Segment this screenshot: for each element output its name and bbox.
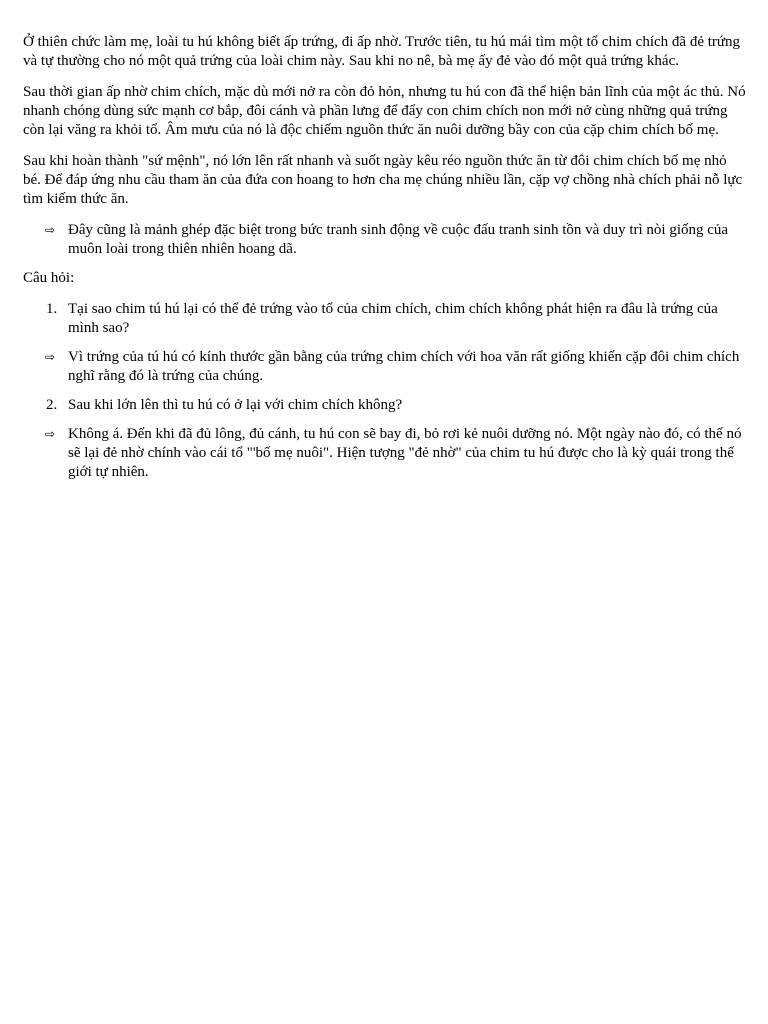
paragraph-2: Sau thời gian ấp nhờ chim chích, mặc dù mới nở ra còn đỏ hỏn, nhưng tu hú con đã thể hiện bản lĩnh của một ác thủ. Nó nhanh chóng dùng sức mạnh cơ bắp, đôi cánh và phần lưng để đẩy con chim chích non mới nở cùng những quả trứng còn lại văng ra khỏi tổ. Âm mưu của nó là độc chiếm nguồn thức ăn nuôi dưỡng bầy con của cặp chim chích bố mẹ. [23,84,746,138]
answer-1 [23,348,747,386]
paragraph-1: Ở thiên chức làm mẹ, loài tu hú không biết ấp trứng, đi ấp nhờ. Trước tiên, tu hú mái tìm một tổ chim chích đã đẻ trứng và tự thường cho nó một quả trứng của loài chim này. Sau khi no nê, bà mẹ ấy đẻ vào đó một quả trứng khác. [23,34,741,69]
question-number: 1. [46,301,58,317]
note-bullet [23,221,747,259]
arrow-right-outline-icon: ⇨ [45,223,56,237]
answer-2 [23,425,747,482]
question-text: Sau khi lớn lên thì tu hú có ở lại với chim chích không? [68,397,403,413]
arrow-right-outline-icon: ⇨ [45,427,56,441]
answer-text: Không á. Đến khi đã đủ lông, đủ cánh, tu hú con sẽ bay đi, bỏ rơi kẻ nuôi dưỡng nó. Một ngày nào đó, có thể nó sẽ lại đẻ nhờ chính vào cái tổ "'bố mẹ nuôi". Hiện tượng "đẻ nhờ" của chim tu hú được cho là kỳ quái trong thế giới tự nhiên. [68,426,742,480]
question-text: Tại sao chim tú hú lại có thể đẻ trứng vào tổ của chim chích, chim chích không phát hiện ra đâu là trứng của mình sao? [68,301,718,336]
document-page [23,33,747,492]
answer-text: Vì trứng của tú hú có kính thước gần bằng của trứng chim chích với hoa văn rất giống khiến cặp đôi chim chích nghĩ rằng đó là trứng của chúng. [68,349,740,384]
note-text: Đây cũng là mảnh ghép đặc biệt trong bức tranh sinh động về cuộc đấu tranh sinh tồn và duy trì nòi giống của muôn loài trong thiên nhiên hoang dã. [68,222,729,257]
paragraph-3: Sau khi hoàn thành "sứ mệnh", nó lớn lên rất nhanh và suốt ngày kêu réo nguồn thức ăn từ đôi chim chích bố mẹ nhỏ bé. Để đáp ứng nhu cầu tham ăn của đứa con hoang to hơn cha mẹ chúng nhiều lần, cặp vợ chồng nhà chích phải nỗ lực tìm kiếm thức ăn. [23,153,743,207]
questions-heading: Câu hỏi: [23,270,75,286]
question-2 [23,396,747,415]
question-number: 2. [46,397,58,413]
arrow-right-outline-icon: ⇨ [45,350,56,364]
question-1 [23,300,747,338]
